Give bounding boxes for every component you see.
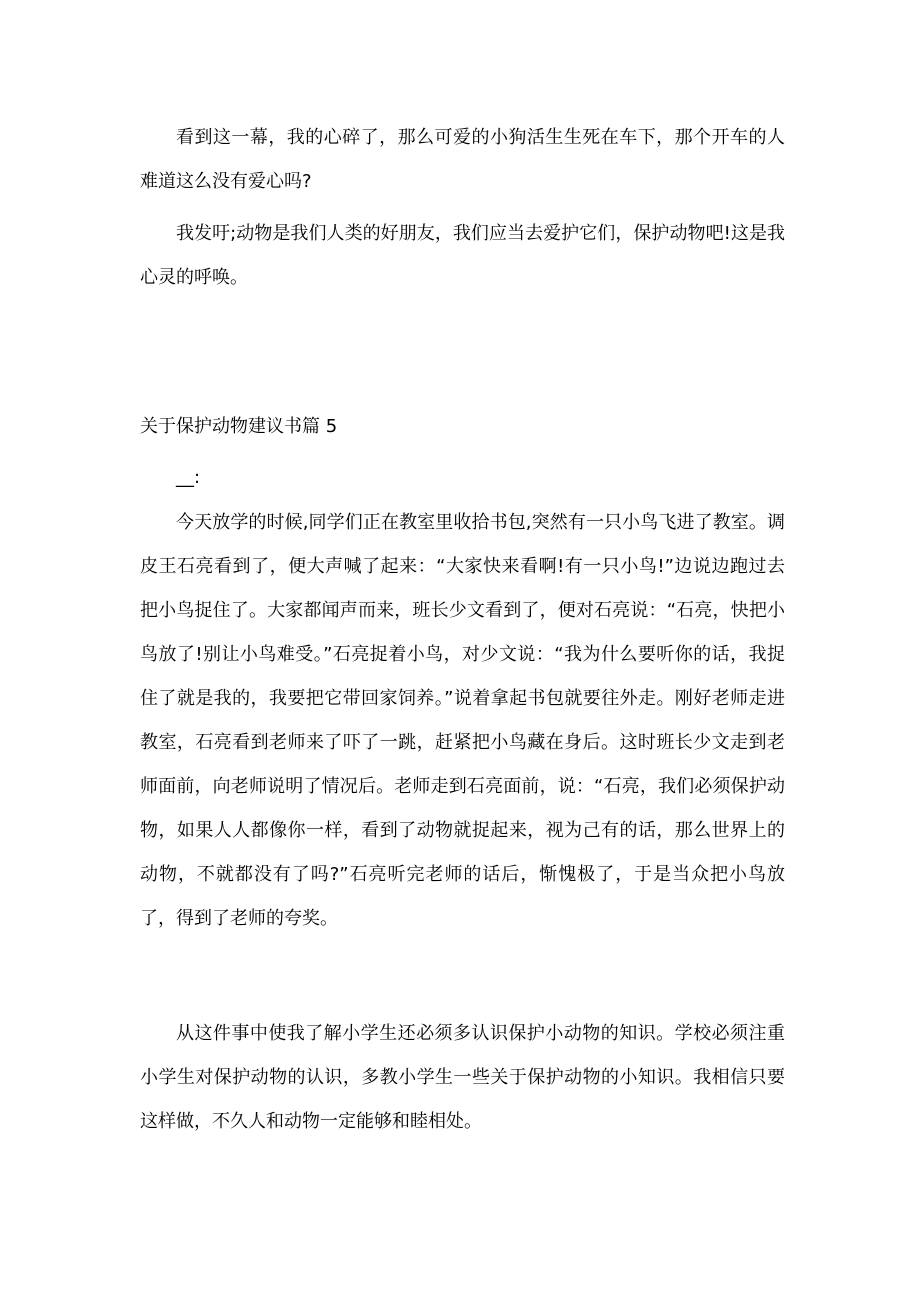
paragraph-protect-animals-call: 我发吁;动物是我们人类的好朋友，我们应当去爱护它们，保护动物吧!这是我心灵的呼唤。 bbox=[140, 223, 785, 288]
salutation: __: bbox=[176, 467, 201, 488]
paragraph-dog-scene: 看到这一幕，我的心碎了，那么可爱的小狗活生生死在车下，那个开车的人难道这么没有爱心吗? bbox=[140, 127, 785, 192]
paragraph-conclusion: 从这件事中使我了解小学生还必须多认识保护小动物的知识。学校必须注重小学生对保护动物的认识，多教小学生一些关于保护动物的小知识。我相信只要这样做，不久人和动物一定能够和睦相处。 bbox=[140, 1023, 785, 1132]
section-heading: 关于保护动物建议书篇 5 bbox=[140, 416, 338, 437]
paragraph-bird-story: 今天放学的时候,同学们正在教室里收拾书包,突然有一只小鸟飞进了教室。调皮王石亮看到了，便大声喊了起来：“大家快来看啊!有一只小鸟!”边说边跑过去把小鸟捉住了。大家都闻声而来，班长少文看到了，便对石亮说：“石亮，快把小鸟放了!别让小鸟难受。”石亮捉着小鸟，对少文说：“我为什么要听你的话，我捉住了就是我的，我要把它带回家饲养。”说着拿起书包就要往外走。刚好老师走进教室，石亮看到老师来了吓了一跳，赶紧把小鸟藏在身后。这时班长少文走到老师面前，向老师说明了情况后。老师走到石亮面前，说：“石亮，我们必须保护动物，如果人人都像你一样，看到了动物就捉起来，视为己有的话，那么世界上的动物，不就都没有了吗?”石亮听完老师的话后，惭愧极了，于是当众把小鸟放了，得到了老师的夸奖。 bbox=[140, 512, 785, 929]
